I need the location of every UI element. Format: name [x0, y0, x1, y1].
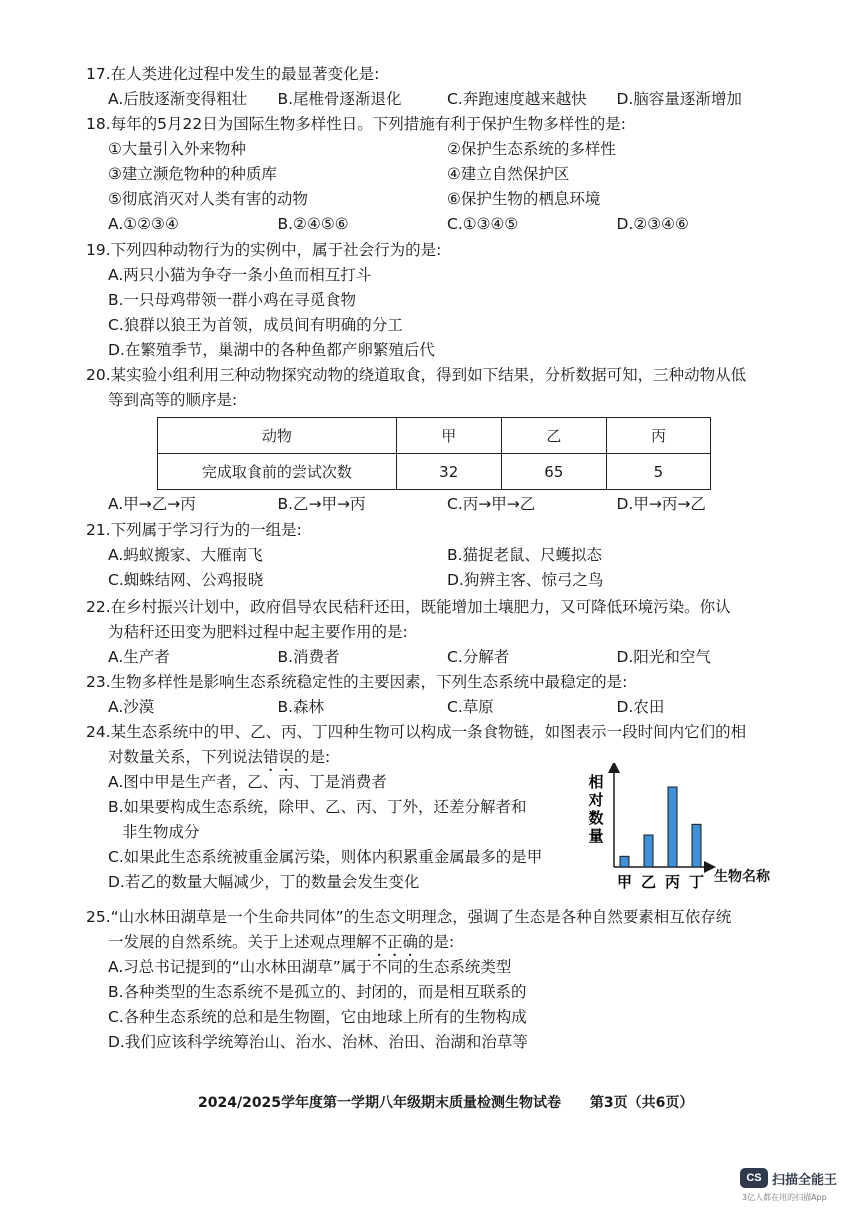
- option-d: D.在繁殖季节，巢湖中的各种鱼都产卵繁殖后代: [108, 341, 435, 359]
- question-stem-cont: 等到高等的顺序是:: [108, 391, 238, 409]
- question-stem: 25.“山水林田湖草是一个生命共同体”的生态文明理念，强调了生态是各种自然要素相互依存统: [86, 908, 732, 926]
- y-axis-label-char: 对: [588, 791, 604, 809]
- bar-丁: [692, 824, 701, 867]
- option-b: B.猫捉老鼠、尺蠖拟态: [447, 546, 603, 564]
- option-d: D.甲→丙→乙: [616, 495, 706, 513]
- option-b: B.②④⑤⑥: [277, 215, 349, 233]
- bar-乙: [644, 835, 653, 867]
- y-axis-label-char: 数: [588, 809, 604, 827]
- category-label: 甲: [616, 873, 633, 891]
- option-a: A.习总书记提到的“山水林田湖草”属于不同的生态系统类型: [108, 958, 512, 976]
- table-header-cell: 丙: [606, 418, 710, 454]
- brand-tagline: 3亿人都在用的扫描App: [742, 1193, 827, 1202]
- option-c: C.分解者: [447, 648, 510, 666]
- option-c: C.①③④⑤: [447, 215, 519, 233]
- stem-text: 对数量关系，下列说法: [108, 748, 264, 766]
- option-a: A.图中甲是生产者，乙、丙、丁是消费者: [108, 773, 387, 791]
- option-a: A.两只小猫为争夺一条小鱼而相互打斗: [108, 266, 372, 284]
- option-b: B.乙→甲→丙: [277, 495, 366, 513]
- option-b: B.各种类型的生态系统不是孤立的、封闭的，而是相互联系的: [108, 983, 527, 1001]
- question-21: [86, 518, 786, 593]
- page-number: 第3页（共6页）: [589, 1095, 694, 1111]
- option-c: C.蜘蛛结网、公鸡报晓: [108, 571, 264, 589]
- question-20-options: [86, 492, 786, 517]
- items-row: [86, 187, 786, 212]
- option-c: C.各种生态系统的总和是生物圈，它由地球上所有的生物构成: [108, 1008, 527, 1026]
- emphasis-text: 不正确: [371, 933, 419, 951]
- y-axis-label: [587, 773, 603, 845]
- option-a: A.后肢逐渐变得粗壮: [108, 90, 248, 108]
- question-17: [86, 62, 786, 112]
- question-20: [86, 363, 786, 413]
- option-d: D.脑容量逐渐增加: [616, 90, 742, 108]
- option-a: A.蚂蚁搬家、大雁南飞: [108, 546, 263, 564]
- option-d: D.狗辨主客、惊弓之鸟: [447, 571, 604, 589]
- option-d: D.我们应该科学统筹治山、治水、治林、治田、治湖和治草等: [108, 1033, 528, 1051]
- option-d: D.农田: [616, 698, 665, 716]
- table-header-row: [158, 418, 711, 454]
- table-header-cell: 动物: [158, 418, 397, 454]
- option-d: D.阳光和空气: [616, 648, 711, 666]
- category-label: 乙: [640, 873, 657, 891]
- question-19: [86, 238, 786, 363]
- option-c: C.狼群以狼王为首领，成员间有明确的分工: [108, 316, 403, 334]
- table-header-cell: 乙: [501, 418, 606, 454]
- option-d: D.②③④⑥: [616, 215, 689, 233]
- category-label: 丁: [688, 873, 705, 891]
- bar-丙: [668, 787, 677, 867]
- table-cell: 65: [501, 454, 606, 490]
- option-c: C.奔跑速度越来越快: [447, 90, 587, 108]
- question-stem: 22.在乡村振兴计划中，政府倡导农民秸秆还田，既能增加土壤肥力，又可降低环境污染。你认: [86, 598, 731, 616]
- table-cell: 5: [606, 454, 710, 490]
- options-row: [86, 492, 786, 517]
- stem-text: 一发展的自然系统。关于上述观点理解: [108, 933, 372, 951]
- table-cell: 32: [396, 454, 501, 490]
- options-row: [86, 695, 786, 720]
- population-bar-chart: [582, 763, 782, 893]
- option-a: A.沙漠: [108, 698, 155, 716]
- question-stem-cont: 为秸秆还田变为肥料过程中起主要作用的是:: [108, 623, 408, 641]
- page-footer: [198, 1092, 717, 1112]
- option-c: C.丙→甲→乙: [447, 495, 536, 513]
- option-b: B.森林: [277, 698, 325, 716]
- option-b: B.尾椎骨逐渐退化: [277, 90, 402, 108]
- question-stem: 20.某实验小组利用三种动物探究动物的绕道取食，得到如下结果，分析数据可知，三种动物从低: [86, 366, 747, 384]
- options-row: [86, 645, 786, 670]
- item-4: ④建立自然保护区: [447, 165, 570, 183]
- table-row: [158, 454, 711, 490]
- question-stem: 19.下列四种动物行为的实例中，属于社会行为的是:: [86, 241, 442, 259]
- option-a: A.①②③④: [108, 215, 179, 233]
- exam-title: 2024/2025学年度第一学期八年级期末质量检测生物试卷: [198, 1095, 562, 1111]
- scanner-watermark: [740, 1168, 850, 1208]
- option-b-cont: 非生物成分: [122, 823, 200, 841]
- question-stem: 21.下列属于学习行为的一组是:: [86, 521, 302, 539]
- option-b: B.消费者: [277, 648, 340, 666]
- option-c: C.草原: [447, 698, 494, 716]
- question-stem: 17.在人类进化过程中发生的最显著变化是:: [86, 65, 380, 83]
- items-row: [86, 137, 786, 162]
- options-row: [86, 543, 786, 568]
- category-labels: [617, 873, 704, 891]
- option-a: A.生产者: [108, 648, 170, 666]
- bars: [620, 787, 701, 867]
- stem-text: 的是:: [418, 933, 455, 951]
- y-axis-label-char: 量: [588, 827, 604, 845]
- options-row: [86, 568, 786, 593]
- question-stem: 23.生物多样性是影响生态系统稳定性的主要因素，下列生态系统中最稳定的是:: [86, 673, 628, 691]
- options-row: [86, 87, 786, 112]
- option-c: C.如果此生态系统被重金属污染，则体内积累重金属最多的是甲: [108, 848, 543, 866]
- item-6: ⑥保护生物的栖息环境: [447, 190, 601, 208]
- option-b: B.如果要构成生态系统，除甲、乙、丙、丁外，还差分解者和: [108, 798, 527, 816]
- item-5: ⑤彻底消灭对人类有害的动物: [108, 190, 308, 208]
- table-cell: 完成取食前的尝试次数: [158, 454, 397, 490]
- question-stem: 18.每年的5月22日为国际生物多样性日。下列措施有利于保护生物多样性的是:: [86, 115, 626, 133]
- y-axis-label-char: 相: [588, 773, 604, 791]
- x-axis-label: 生物名称: [714, 869, 770, 885]
- question-25: [86, 905, 786, 1055]
- items-row: [86, 162, 786, 187]
- option-b: B.一只母鸡带领一群小鸡在寻觅食物: [108, 291, 357, 309]
- question-23: [86, 670, 786, 720]
- question-18: [86, 112, 786, 237]
- option-a: A.甲→乙→丙: [108, 495, 196, 513]
- attempts-table: [157, 417, 711, 490]
- question-stem-cont: [86, 930, 786, 955]
- option-d: D.若乙的数量大幅减少，丁的数量会发生变化: [108, 873, 420, 891]
- stem-text: 的是:: [294, 748, 331, 766]
- item-2: ②保护生态系统的多样性: [447, 140, 616, 158]
- emphasis-text: 错误: [263, 748, 295, 766]
- item-3: ③建立濒危物种的种质库: [108, 165, 277, 183]
- question-stem: 24.某生态系统中的甲、乙、丙、丁四种生物可以构成一条食物链，如图表示一段时间内它们的相: [86, 723, 747, 741]
- table-header-cell: 甲: [396, 418, 501, 454]
- category-label: 丙: [664, 873, 681, 891]
- item-1: ①大量引入外来物种: [108, 140, 246, 158]
- bar-甲: [620, 856, 629, 867]
- brand-name: 扫描全能王: [772, 1173, 838, 1188]
- question-22: [86, 595, 786, 670]
- camscanner-logo-icon: CS: [740, 1168, 768, 1188]
- options-row: [86, 212, 786, 237]
